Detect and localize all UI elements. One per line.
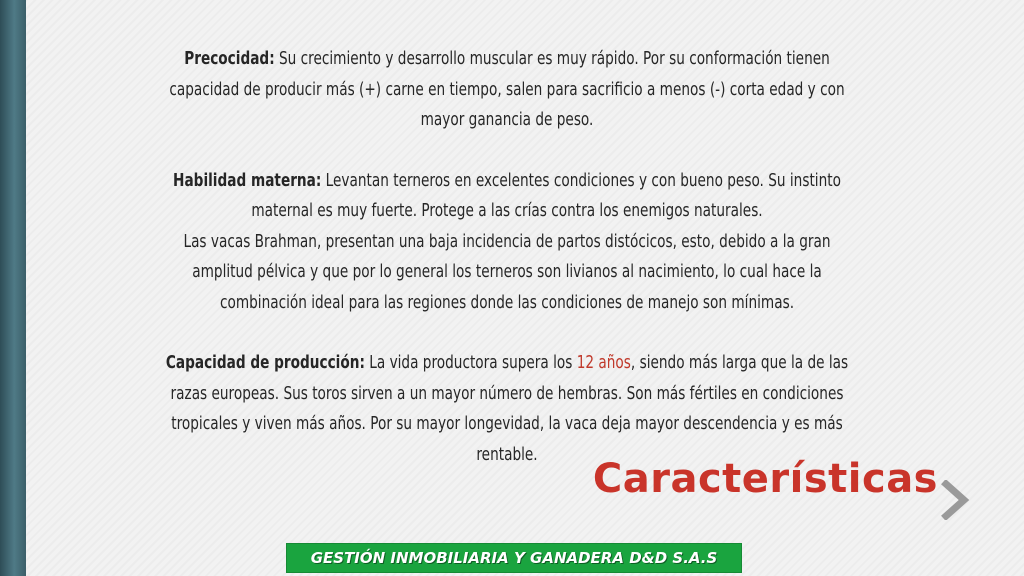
- label-capacidad-produccion: Capacidad de producción:: [165, 353, 365, 373]
- label-habilidad-materna: Habilidad materna:: [173, 170, 322, 191]
- paragraph-habilidad-materna: [160, 166, 854, 227]
- paragraph-precocidad: [160, 44, 854, 136]
- text-habilidad-materna: Levantan terneros en excelentes condiciones y con bueno peso. Su instinto maternal es muy fuerte. Protege a las crías contra los enemigos naturales.: [251, 170, 841, 221]
- spacer: [160, 136, 854, 166]
- slide-title: Características: [592, 456, 938, 502]
- paragraph-capacidad-produccion: [160, 348, 854, 470]
- slide-body: [160, 44, 854, 470]
- spacer: [160, 318, 854, 348]
- text-precocidad: Su crecimiento y desarrollo muscular es muy rápido. Por su conformación tienen capacidad de producir más (+) carne en tiempo, salen para sacrificio a menos (-) corta edad y con mayor ganancia de peso.: [169, 49, 845, 130]
- text-capacidad-after: , siendo más larga que la de las razas europeas. Sus toros sirven a un mayor número de hembras. Son más fértiles en condiciones tropicales y viven más años. Por su mayor longevidad, la vaca deja mayor descendencia y es más rentable.: [170, 353, 849, 465]
- paragraph-vacas-brahman: Las vacas Brahman, presentan una baja incidencia de partos distócicos, esto, debido a la gran amplitud pélvica y que por lo general los terneros son livianos al nacimiento, lo cual hace la combinación ideal para las regiones donde las condiciones de manejo son mínimas.: [183, 231, 831, 313]
- text-capacidad-before: La vida productora supera los: [364, 353, 577, 373]
- highlight-years: 12 años: [576, 353, 631, 373]
- left-accent-bar: [0, 0, 26, 576]
- label-precocidad: Precocidad:: [184, 49, 275, 69]
- company-footer: GESTIÓN INMOBILIARIA Y GANADERA D&D S.A.S: [286, 543, 742, 573]
- chevron-right-icon[interactable]: [938, 480, 972, 520]
